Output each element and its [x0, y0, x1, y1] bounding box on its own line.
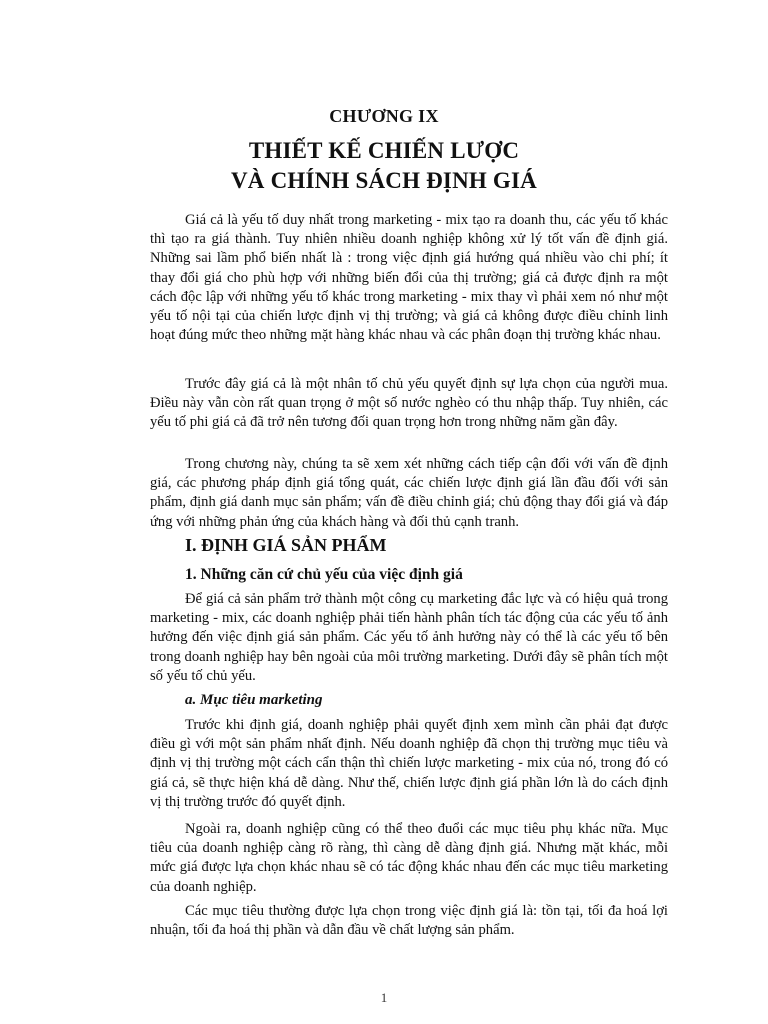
chapter-label: CHƯƠNG IX [329, 106, 439, 126]
paragraph-marketing-goals-2: Ngoài ra, doanh nghiệp cũng có thể theo đuổi các mục tiêu phụ khác nữa. Mục tiêu của doanh nghiệp càng rõ ràng, thì càng dễ dàng định giá. Nhưng mặt khác, mỗi mức giá được lựa chọn khác nhau sẽ có tác động khác nhau đến các mục tiêu marketing của doanh nghiệp. [150, 821, 668, 895]
paragraph-intro-2: Trước đây giá cả là một nhân tố chủ yếu quyết định sự lựa chọn của người mua. Điều này vẫn còn rất quan trọng ở một số nước nghèo có thu nhập thấp. Tuy nhiên, các yếu tố phi giá cả đã trở nên tương đối quan trọng hơn trong những năm gần đây. [150, 376, 668, 431]
paragraph-factors: Để giá cả sản phẩm trở thành một công cụ marketing đắc lực và có hiệu quả trong marketing - mix, các doanh nghiệp phải tiến hành phân tích tác động của các yếu tố ảnh hưởng đến việc định giá sản phẩm. Các yếu tố ảnh hưởng này có thể là các yếu tố bên trong doanh nghiệp hay bên ngoài của môi trường marketing. Dưới đây sẽ phân tích một số yếu tố chủ yếu. [150, 591, 668, 684]
paragraph-marketing-goals-3: Các mục tiêu thường được lựa chọn trong việc định giá là: tồn tại, tối đa hoá lợi nhuận, tối đa hoá thị phần và dẫn đầu về chất lượng sản phẩm. [150, 903, 668, 939]
item-heading: a. Mục tiêu marketing [185, 692, 323, 708]
paragraph-intro-1: Giá cả là yếu tố duy nhất trong marketing - mix tạo ra doanh thu, các yếu tố khác thì tạo ra giá thành. Tuy nhiên nhiều doanh nghiệp không xử lý tốt vấn đề định giá. Những sai lầm phổ biến nhất là : trong việc định giá hướng quá nhiều vào chi phí; ít thay đổi giá cho phù hợp với những biến đổi của thị trường; giá cả được định ra một cách độc lập với những yếu tố khác trong marketing - mix thay vì phải xem nó như một yếu tố nội tại của chiến lược định vị thị trường; và giá cả không được điều chỉnh linh hoạt đúng mức theo những mặt hàng khác nhau và các phân đoạn thị trường khác nhau. [150, 212, 668, 344]
subsection-heading: 1. Những căn cứ chủ yếu của việc định giá [185, 566, 463, 583]
chapter-title-line-1: THIẾT KẾ CHIẾN LƯỢC [248, 138, 520, 163]
paragraph-intro-3: Trong chương này, chúng ta sẽ xem xét những cách tiếp cận đối với vấn đề định giá, các phương pháp định giá tổng quát, các chiến lược định giá lần đầu đối với sản phẩm, định giá danh mục sản phẩm; vấn đề điều chỉnh giá; chủ động thay đổi giá và đáp ứng với những phản ứng của khách hàng và đối thủ cạnh tranh. [150, 456, 668, 530]
page-number: 1 [380, 990, 388, 1005]
paragraph-marketing-goals-1: Trước khi định giá, doanh nghiệp phải quyết định xem mình cần phải đạt được điều gì với một sản phẩm nhất định. Nếu doanh nghiệp đã chọn thị trường mục tiêu và định vị thị trường một cách cẩn thận thì chiến lược marketing - mix của nó, trong đó có giá cả, sẽ thực hiện khá dễ dàng. Như thế, chiến lược định giá phần lớn là do cách định vị thị trường trước đó quyết định. [150, 717, 668, 810]
chapter-title-line-2: VÀ CHÍNH SÁCH ĐỊNH GIÁ [231, 168, 537, 193]
section-heading: I. ĐỊNH GIÁ SẢN PHẨM [185, 535, 387, 555]
